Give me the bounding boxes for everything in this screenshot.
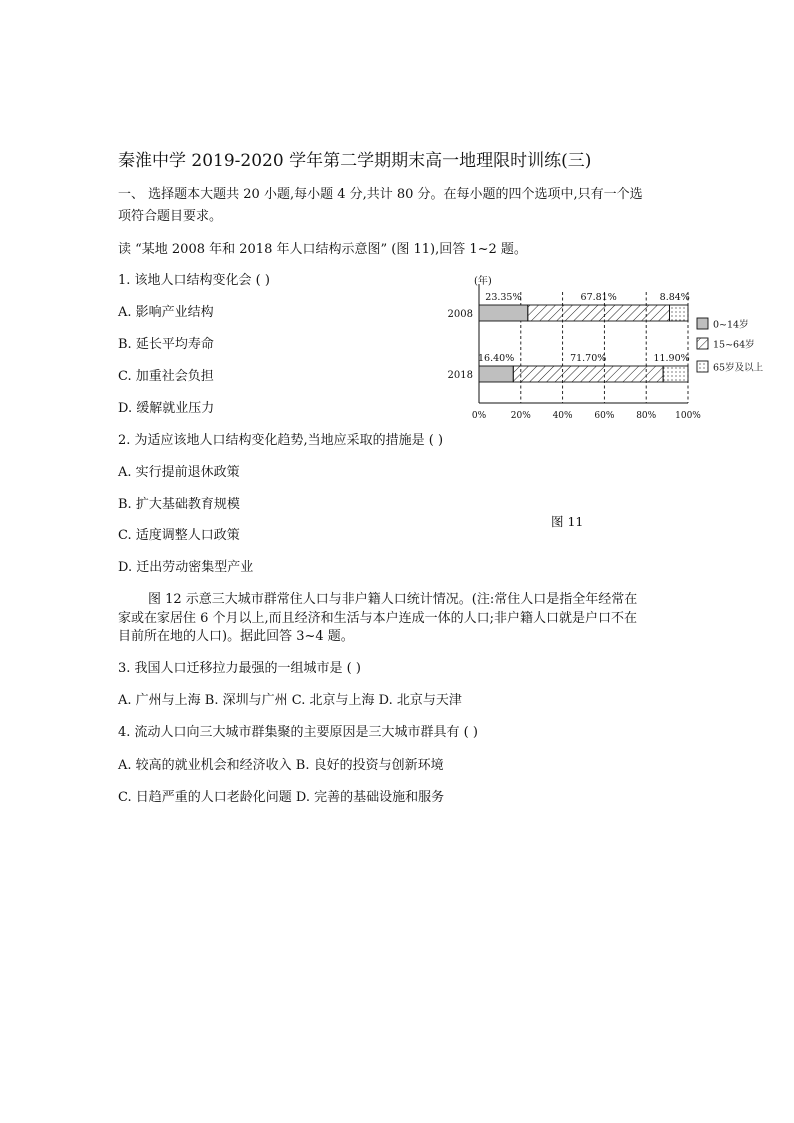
bar-value-label: 11.90% [653, 353, 690, 364]
section-heading-line1: 一、 选择题本大题共 20 小题,每小题 4 分,共计 80 分。在每小题的四个选项中,只有一个选 [118, 187, 643, 202]
x-tick-label: 0% [471, 411, 487, 421]
question-2-option-c: C. 适度调整人口政策 [118, 528, 240, 543]
bar-segment [663, 366, 688, 382]
x-tick-label: 20% [510, 411, 531, 421]
intro-q3-4-line1: 图 12 示意三大城市群常住人口与非户籍人口统计情况。(注:常住人口是指全年经常在 [148, 592, 638, 607]
bar-segment [528, 305, 670, 321]
question-2-stem: 2. 为适应该地人口结构变化趋势,当地应采取的措施是 ( ) [118, 433, 444, 448]
section-heading-line2: 项符合题目要求。 [118, 209, 223, 224]
question-1-stem: 1. 该地人口结构变化会 ( ) [118, 273, 270, 288]
question-3-stem: 3. 我国人口迁移拉力最强的一组城市是 ( ) [118, 661, 361, 676]
x-tick-label: 100% [675, 411, 701, 421]
question-3-options: A. 广州与上海 B. 深圳与广州 C. 北京与上海 D. 北京与天津 [118, 693, 462, 708]
bar-value-label: 71.70% [570, 353, 607, 364]
bar-value-label: 16.40% [478, 353, 515, 364]
bar-value-label: 67.81% [580, 292, 617, 303]
question-2-option-d: D. 迁出劳动密集型产业 [118, 560, 254, 575]
bar-segment [479, 366, 513, 382]
category-label: 2018 [447, 370, 473, 381]
question-1-option-b: B. 延长平均寿命 [118, 337, 214, 352]
legend-label: 65岁及以上 [713, 362, 764, 374]
question-2-option-b: B. 扩大基础教育规模 [118, 497, 240, 512]
question-4-options-cd: C. 日趋严重的人口老龄化问题 D. 完善的基础设施和服务 [118, 790, 445, 805]
intro-q3-4-line3: 目前所在地的人口)。据此回答 3~4 题。 [118, 629, 354, 644]
intro-q1-2: 读 “某地 2008 年和 2018 年人口结构示意图” (图 11),回答 1~2 题。 [118, 242, 527, 257]
figure-caption: 图 11 [551, 514, 584, 529]
legend-swatch [697, 318, 708, 329]
question-4-options-ab: A. 较高的就业机会和经济收入 B. 良好的投资与创新环境 [118, 758, 444, 773]
legend-swatch [697, 361, 708, 372]
bar-value-label: 8.84% [659, 292, 690, 303]
x-tick-label: 40% [552, 411, 573, 421]
question-1-option-c: C. 加重社会负担 [118, 369, 214, 384]
x-tick-label: 80% [636, 411, 657, 421]
question-1-option-a: A. 影响产业结构 [118, 305, 214, 320]
x-tick-label: 60% [594, 411, 615, 421]
question-4-stem: 4. 流动人口向三大城市群集聚的主要原因是三大城市群具有 ( ) [118, 725, 478, 740]
legend-label: 15~64岁 [713, 339, 755, 351]
bar-segment [513, 366, 663, 382]
question-1-option-d: D. 缓解就业压力 [118, 401, 215, 416]
population-structure-chart [446, 270, 776, 426]
category-label: 2008 [447, 309, 473, 320]
y-axis-label: (年) [474, 276, 492, 287]
bar-segment [479, 305, 528, 321]
intro-q3-4-line2: 家或在家居住 6 个月以上,而且经济和生活与本户连成一体的人口;非户籍人口就是户口不在 [118, 611, 638, 626]
legend-label: 0~14岁 [713, 319, 749, 331]
bar-segment [670, 305, 688, 321]
page-title: 秦淮中学 2019-2020 学年第二学期期末高一地理限时训练(三) [118, 151, 592, 171]
bar-value-label: 23.35% [485, 292, 522, 303]
question-2-option-a: A. 实行提前退休政策 [118, 465, 240, 480]
legend-swatch [697, 338, 708, 349]
